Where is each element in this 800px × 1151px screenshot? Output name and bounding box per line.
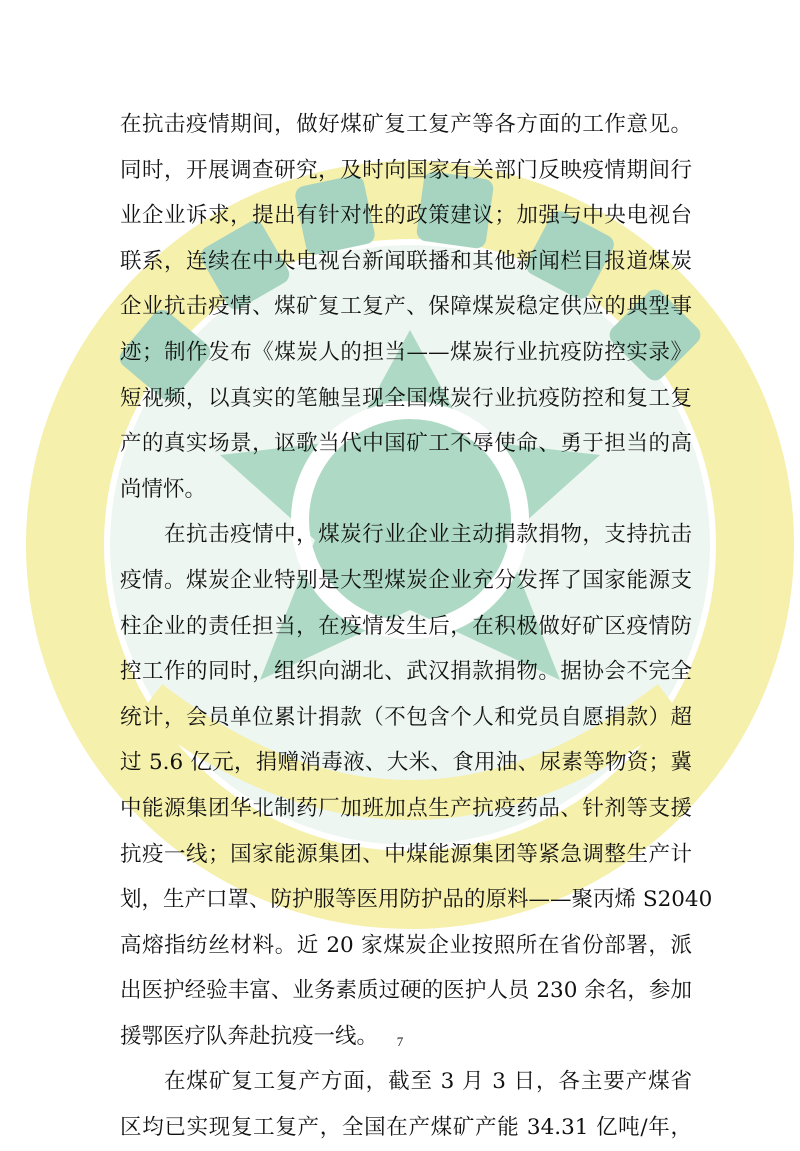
text-line: 迹；制作发布《煤炭人的担当——煤炭行业抗疫防控实录》: [120, 339, 692, 365]
text-line: 短视频，以真实的笔触呈现全国煤炭行业抗疫防控和复工复: [120, 385, 692, 411]
text-line: 统计，会员单位累计捐款（不包含个人和党员自愿捐款）超: [120, 704, 692, 730]
text-line: 在煤矿复工复产方面，截至 3 月 3 日，各主要产煤省: [164, 1069, 692, 1095]
text-line: 援鄂医疗队奔赴抗疫一线。: [120, 1023, 379, 1049]
paragraph-3: [120, 1059, 692, 1150]
text-line: 尚情怀。: [120, 476, 207, 502]
text-line: 中能源集团华北制药厂加班加点生产抗疫药品、针剂等支援: [120, 795, 692, 821]
text-line: 同时，开展调查研究，及时向国家有关部门反映疫情期间行: [120, 157, 692, 183]
text-line: 业企业诉求，提出有针对性的政策建议；加强与中央电视台: [120, 203, 692, 229]
text-line: 出医护经验丰富、业务素质过硬的医护人员 230 余名，参加: [120, 978, 692, 1004]
text-line: 高熔指纺丝材料。近 20 家煤炭企业按照所在省份部署，派: [120, 932, 692, 958]
text-line: 划，生产口罩、防护服等医用防护品的原料——聚丙烯 S2040: [120, 887, 713, 913]
text-line: 产的真实场景，讴歌当代中国矿工不辱使命、勇于担当的高: [120, 431, 692, 457]
text-line: 过 5.6 亿元，捐赠消毒液、大米、食用油、尿素等物资；冀: [120, 750, 692, 776]
text-line: 柱企业的责任担当，在疫情发生后，在积极做好矿区疫情防: [120, 613, 692, 639]
page-number: 7: [396, 1034, 404, 1049]
text-line: 企业抗击疫情、煤矿复工复产、保障煤炭稳定供应的典型事: [120, 294, 692, 320]
document-body: [120, 102, 713, 1151]
text-line: 疫情。煤炭企业特别是大型煤炭企业充分发挥了国家能源支: [120, 567, 692, 593]
paragraph-2: [120, 512, 713, 1059]
text-line: 联系，连续在中央电视台新闻联播和其他新闻栏目报道煤炭: [120, 248, 692, 274]
text-line: 在抗击疫情中，煤炭行业企业主动捐款捐物，支持抗击: [164, 522, 692, 548]
text-line: 在抗击疫情期间，做好煤矿复工复产等各方面的工作意见。: [120, 112, 692, 137]
text-line: 控工作的同时，组织向湖北、武汉捐款捐物。据协会不完全: [120, 659, 692, 685]
text-line: 抗疫一线；国家能源集团、中煤能源集团等紧急调整生产计: [120, 841, 692, 867]
text-line: 区均已实现复工复产，全国在产煤矿产能 34.31 亿吨/年，: [120, 1115, 692, 1141]
paragraph-1: [120, 102, 692, 512]
